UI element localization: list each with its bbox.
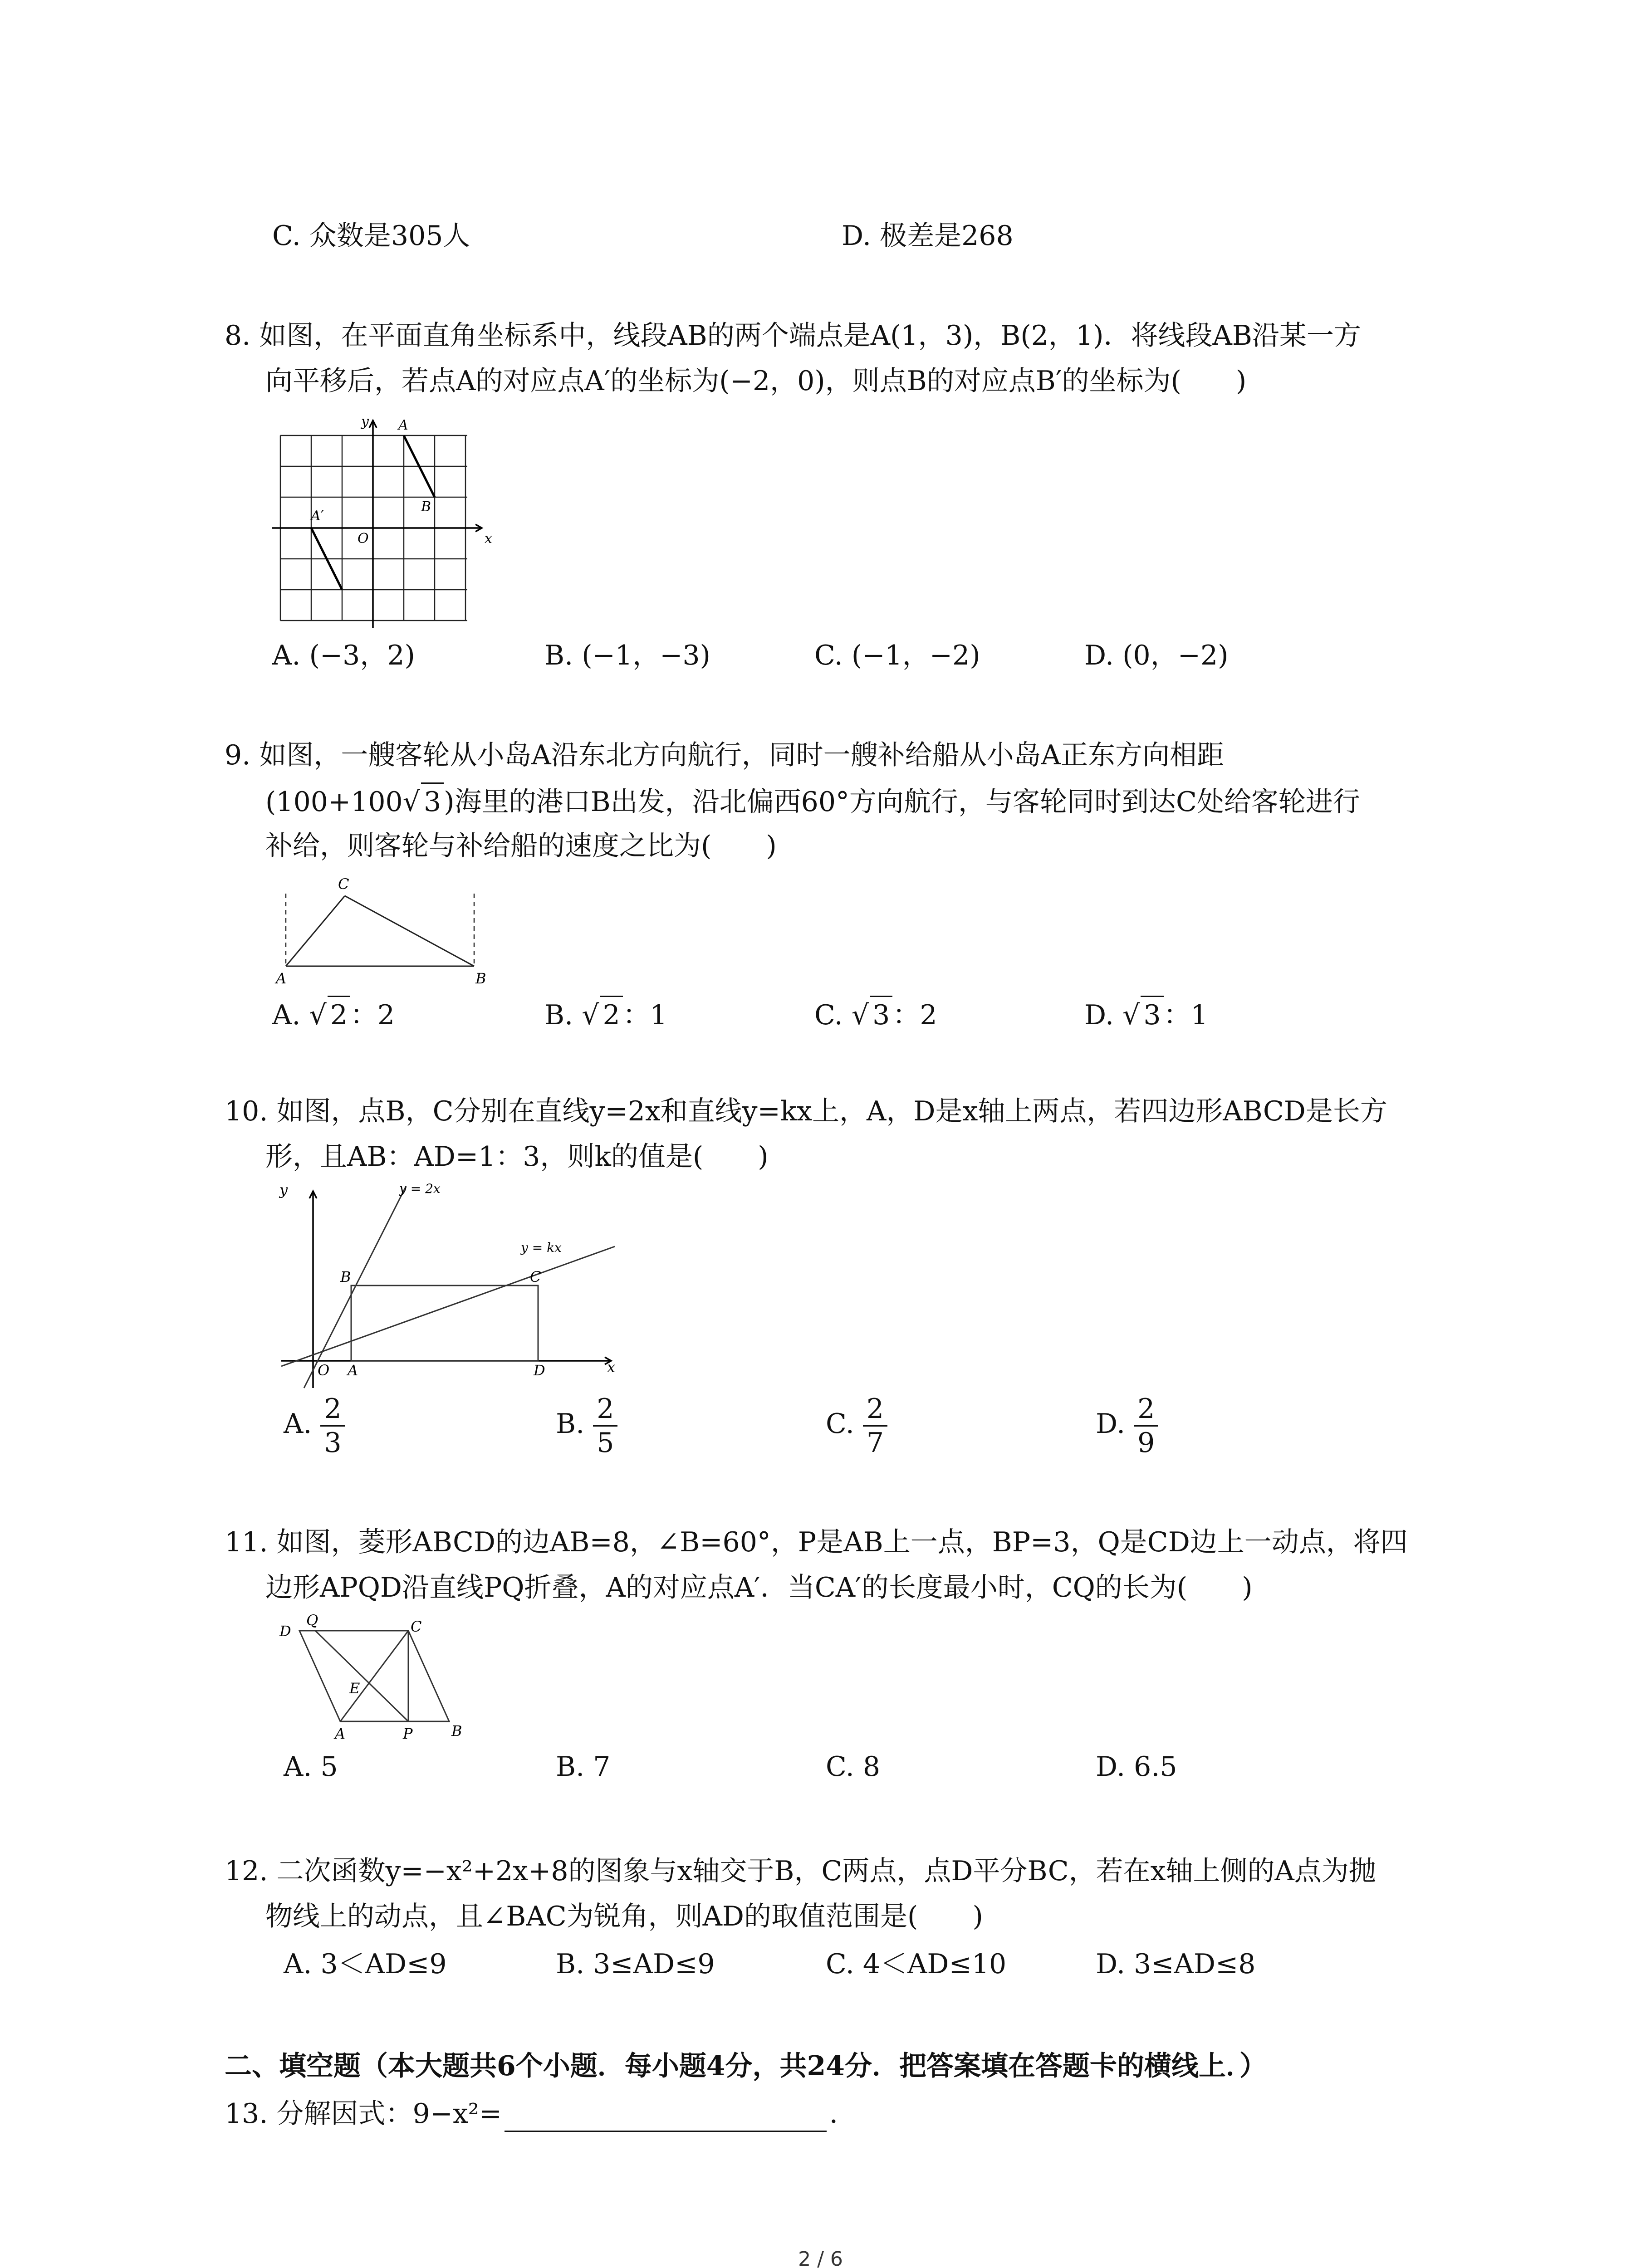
q10-option-a-den: 3 — [324, 1427, 342, 1459]
q9-triangle-figure — [268, 869, 504, 991]
q10-option-d-den: 9 — [1137, 1427, 1155, 1459]
q9-option-d-radicand: 3 — [1141, 996, 1163, 1033]
q12-option-a: A. 3＜AD≤9 — [284, 1948, 447, 1980]
q10-label-line-kx: y = kx — [521, 1240, 562, 1255]
q10-option-c-fraction — [863, 1393, 887, 1459]
q10-option-b-den: 5 — [597, 1427, 614, 1459]
q9-option-d-letter: D. — [1084, 999, 1114, 1031]
q11-option-b: B. 7 — [556, 1751, 611, 1783]
q11-label-a: A — [335, 1725, 346, 1742]
q10-option-b — [556, 1393, 617, 1459]
q12-option-c: C. 4＜AD≤10 — [826, 1948, 1007, 1980]
q11-option-a: A. 5 — [284, 1751, 338, 1783]
q8-label-b: B — [421, 499, 431, 515]
q11-label-c: C — [411, 1618, 422, 1635]
q13-answer-blank[interactable] — [505, 2104, 827, 2132]
q11-label-d: D — [279, 1623, 291, 1640]
q10-label-x: x — [607, 1359, 616, 1376]
q9-option-c-radicand: 3 — [870, 996, 892, 1033]
q11-label-q: Q — [306, 1612, 318, 1629]
q10-option-b-fraction — [593, 1393, 617, 1459]
q11-stem-line1: 11. 如图，菱形ABCD的边AB=8，∠B=60°，P是AB上一点，BP=3，Q是CD边上一动点，将四 — [225, 1526, 1408, 1558]
q9-distance-prefix: (100+100 — [265, 786, 403, 818]
q10-option-c-den: 7 — [866, 1427, 884, 1459]
q10-label-y: y — [279, 1181, 288, 1198]
q9-stem-line2: (100+100√ 3 )海里的港口B出发，沿北偏西60°方向航行，与客轮同时到达C处给客轮进行 — [265, 782, 1360, 820]
q9-label-a: A — [276, 970, 287, 987]
q9-option-c-rest: ：2 — [892, 999, 937, 1031]
q9-option-d-rest: ：1 — [1163, 999, 1208, 1031]
q10-lines-figure — [272, 1179, 617, 1393]
q10-stem-line2: 形，且AB：AD=1：3，则k的值是( ) — [265, 1141, 769, 1173]
q9-stem-line1: 9. 如图，一艘客轮从小岛A沿东北方向航行，同时一艘补给船从小岛A正东方向相距 — [225, 739, 1224, 771]
q8-option-d: D. (0，−2) — [1084, 640, 1229, 671]
q11-option-d: D. 6.5 — [1096, 1751, 1177, 1783]
q10-option-d-fraction — [1134, 1393, 1158, 1459]
q11-label-p: P — [403, 1725, 413, 1742]
q10-label-c: C — [530, 1268, 541, 1286]
page-number: 2 / 6 — [798, 2248, 843, 2268]
q9-stem-line3: 补给，则客轮与补给船的速度之比为( ) — [265, 830, 777, 862]
q10-option-d — [1096, 1393, 1158, 1459]
q9-option-b-rest: ：1 — [622, 999, 667, 1031]
q11-stem-line2: 边形APQD沿直线PQ折叠，A的对应点A′．当CA′的长度最小时，CQ的长为( ) — [265, 1572, 1253, 1603]
q10-option-a-num: 2 — [320, 1393, 345, 1427]
q11-option-c: C. 8 — [826, 1751, 881, 1783]
q10-option-d-num: 2 — [1134, 1393, 1158, 1427]
q9-option-a-radicand: 2 — [328, 996, 350, 1033]
section-2-heading: 二、填空题（本大题共6个小题．每小题4分，共24分．把答案填在答题卡的横线上．） — [225, 2050, 1267, 2082]
q9-option-a-letter: A. — [272, 999, 301, 1031]
q8-label-origin: O — [358, 531, 369, 547]
q9-option-c-letter: C. — [814, 999, 843, 1031]
q7-option-d: D. 极差是268 — [842, 220, 1014, 252]
q8-label-a: A — [398, 417, 408, 433]
q10-option-b-letter: B. — [556, 1408, 585, 1440]
q9-option-a-rest: ：2 — [350, 999, 395, 1031]
q8-label-y: y — [361, 414, 369, 430]
q10-option-b-num: 2 — [593, 1393, 617, 1427]
q7-option-c: C. 众数是305人 — [272, 220, 470, 252]
q10-option-a-fraction — [320, 1393, 345, 1459]
q8-option-c: C. (−1，−2) — [814, 640, 980, 671]
q9-option-b-radicand: 2 — [600, 996, 622, 1033]
q9-option-c: C. √ 3 ：2 — [814, 996, 937, 1033]
q10-label-d: D — [534, 1362, 545, 1379]
q13-end: ． — [829, 2098, 857, 2130]
q12-stem-line1: 12. 二次函数y=−x²+2x+8的图象与x轴交于B，C两点，点D平分BC，若在x轴上侧的A点为抛 — [225, 1855, 1376, 1887]
q11-rhombus-figure — [272, 1613, 481, 1749]
q10-option-d-letter: D. — [1096, 1408, 1126, 1440]
q11-label-b: B — [451, 1722, 462, 1740]
q9-option-b-letter: B. — [544, 999, 573, 1031]
q8-label-x: x — [485, 531, 492, 547]
q8-grid-figure — [268, 411, 495, 624]
q8-stem-line1: 8. 如图，在平面直角坐标系中，线段AB的两个端点是A(1，3)，B(2，1)．将线段AB沿某一方 — [225, 320, 1361, 352]
q10-option-c-num: 2 — [863, 1393, 887, 1427]
q9-option-a: A. √ 2 ：2 — [272, 996, 395, 1033]
q9-label-b: B — [475, 970, 486, 987]
q8-label-a-prime: A′ — [311, 508, 324, 524]
q10-stem-line1: 10. 如图，点B，C分别在直线y=2x和直线y=kx上，A，D是x轴上两点，若四边形ABCD是长方 — [225, 1095, 1387, 1127]
q9-option-b: B. √ 2 ：1 — [544, 996, 667, 1033]
q9-label-c: C — [338, 875, 349, 893]
q8-stem-line2: 向平移后，若点A的对应点A′的坐标为(−2，0)，则点B的对应点B′的坐标为( ) — [265, 365, 1247, 397]
q11-label-e: E — [349, 1680, 360, 1697]
q10-option-a — [284, 1393, 345, 1459]
q9-distance-radicand: 3 — [421, 782, 444, 820]
q9-distance-suffix: )海里的港口B出发，沿北偏西60°方向航行，与客轮同时到达C处给客轮进行 — [444, 786, 1360, 818]
q12-option-d: D. 3≤AD≤8 — [1096, 1948, 1256, 1980]
q13-text: 13. 分解因式：9−x²= — [225, 2098, 502, 2130]
q10-label-b: B — [340, 1268, 351, 1286]
q13-stem — [225, 2096, 857, 2132]
q10-label-o: O — [318, 1362, 330, 1379]
q10-option-c — [826, 1393, 887, 1459]
q12-option-b: B. 3≤AD≤9 — [556, 1948, 715, 1980]
q12-stem-line2: 物线上的动点，且∠BAC为锐角，则AD的取值范围是( ) — [265, 1901, 983, 1932]
q10-option-a-letter: A. — [284, 1408, 312, 1440]
q10-label-line-2x: y = 2x — [399, 1181, 441, 1196]
q9-option-d: D. √ 3 ：1 — [1084, 996, 1208, 1033]
q10-option-c-letter: C. — [826, 1408, 854, 1440]
q8-option-a: A. (−3，2) — [272, 640, 415, 671]
q10-label-a: A — [348, 1362, 358, 1379]
q8-option-b: B. (−1，−3) — [544, 640, 710, 671]
